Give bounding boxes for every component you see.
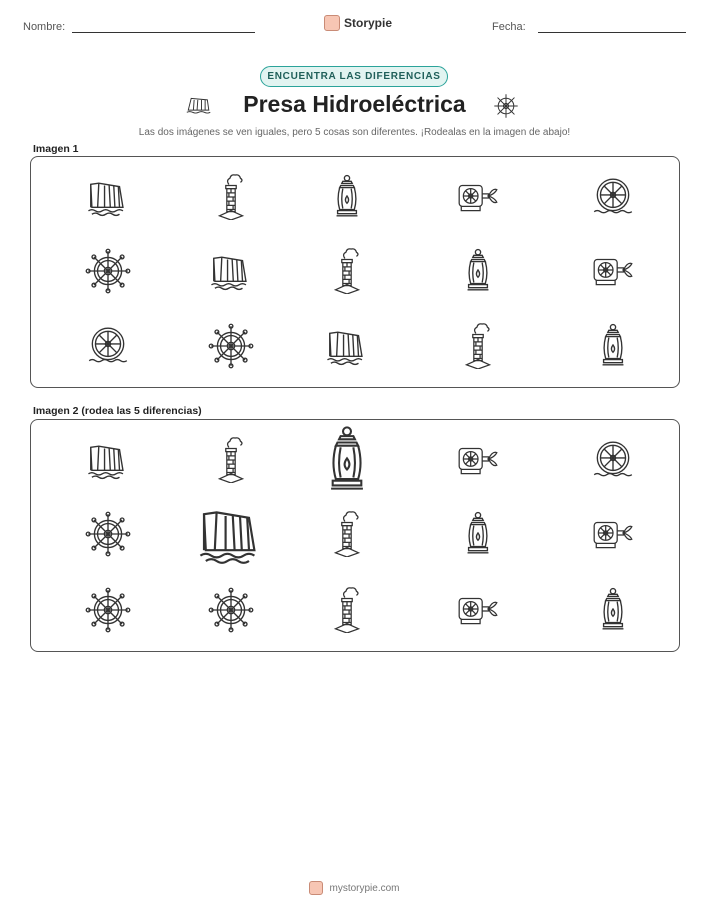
- turbine-icon: [590, 248, 636, 294]
- ship-wheel-icon: [85, 248, 131, 294]
- storypie-logo-icon: [309, 881, 323, 895]
- date-field[interactable]: [538, 32, 686, 33]
- dam-icon: [208, 248, 254, 294]
- chimney-icon[interactable]: [208, 437, 254, 483]
- turbine-icon[interactable]: [455, 587, 501, 633]
- chimney-icon: [208, 174, 254, 220]
- page-title: Presa Hidroeléctrica: [243, 91, 466, 117]
- name-label: Nombre:: [23, 21, 66, 33]
- instructions: Las dos imágenes se ven iguales, pero 5 cosas son diferentes. ¡Rodealas en la imagen de abajo!: [138, 127, 571, 138]
- dam-icon[interactable]: [195, 498, 267, 570]
- dam-icon[interactable]: [85, 437, 131, 483]
- chimney-icon[interactable]: [324, 511, 370, 557]
- dam-icon: [85, 174, 131, 220]
- ship-wheel-icon: [208, 323, 254, 369]
- lantern-icon: [590, 323, 636, 369]
- dam-icon: [324, 323, 370, 369]
- ship-wheel-icon[interactable]: [85, 587, 131, 633]
- lantern-icon: [324, 174, 370, 220]
- storypie-logo-icon: [324, 15, 340, 31]
- lantern-icon[interactable]: [455, 511, 501, 557]
- brand-name: Storypie: [344, 16, 393, 30]
- waterwheel-icon[interactable]: [590, 437, 636, 483]
- waterwheel-icon: [85, 323, 131, 369]
- lantern-icon: [455, 248, 501, 294]
- turbine-icon: [455, 174, 501, 220]
- turbine-icon[interactable]: [590, 511, 636, 557]
- title-ship-wheel-icon: [493, 93, 519, 119]
- ship-wheel-icon[interactable]: [208, 587, 254, 633]
- lantern-icon[interactable]: [312, 425, 382, 495]
- chimney-icon: [455, 323, 501, 369]
- name-field[interactable]: [72, 32, 255, 33]
- footer-url[interactable]: mystorypie.com: [329, 882, 400, 894]
- chimney-icon[interactable]: [324, 587, 370, 633]
- brand-logo: [324, 15, 392, 31]
- footer: [0, 881, 709, 895]
- image2-label: Imagen 2 (rodea las 5 diferencias): [33, 405, 202, 417]
- activity-badge: ENCUENTRA LAS DIFERENCIAS: [260, 66, 448, 87]
- image1-label: Imagen 1: [33, 143, 79, 155]
- chimney-icon: [324, 248, 370, 294]
- waterwheel-icon: [590, 174, 636, 220]
- turbine-icon[interactable]: [455, 437, 501, 483]
- lantern-icon[interactable]: [590, 587, 636, 633]
- date-label: Fecha:: [492, 21, 526, 33]
- ship-wheel-icon[interactable]: [85, 511, 131, 557]
